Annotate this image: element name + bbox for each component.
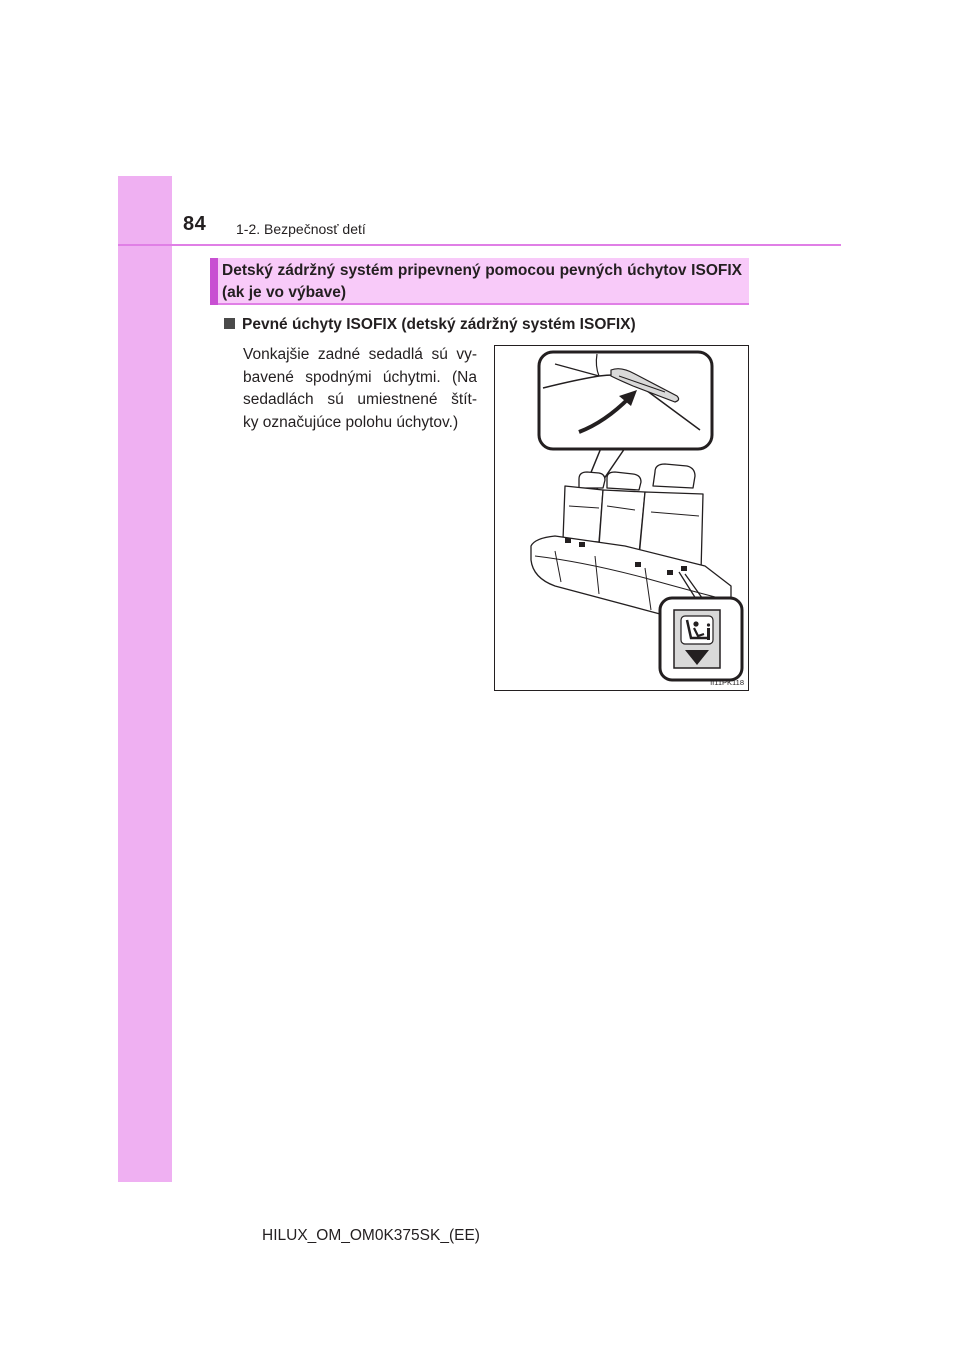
body-paragraph xyxy=(243,344,477,434)
footer-document-id: HILUX_OM_OM0K375SK_(EE) xyxy=(262,1227,480,1244)
child-seat-label-icon xyxy=(495,346,748,690)
body-line: sedadlách sú umiestnené štít- xyxy=(243,391,477,408)
isofix-illustration xyxy=(494,345,749,691)
body-line: ky označujúce polohu úchytov.) xyxy=(243,413,459,431)
heading-title: Detský zádržný systém pripevnený pomocou pevných úchytov ISOFIX (ak je vo výbave) xyxy=(222,262,742,301)
figure-code: II11PK118 xyxy=(710,678,744,687)
section-title: 1-2. Bezpečnosť detí xyxy=(236,221,366,237)
page-number: 84 xyxy=(183,213,207,235)
heading-accent-bar xyxy=(210,258,218,305)
header-rule xyxy=(118,244,841,246)
subsection-heading xyxy=(224,316,636,334)
square-bullet-icon xyxy=(224,318,235,329)
subsection-title: Pevné úchyty ISOFIX (detský zádržný systém ISOFIX) xyxy=(242,316,636,333)
side-tab-bar xyxy=(118,176,172,1182)
heading-box xyxy=(210,258,749,305)
body-line: Vonkajšie zadné sedadlá sú vy- xyxy=(243,346,477,363)
body-line: bavené spodnými úchytmi. (Na xyxy=(243,368,477,386)
